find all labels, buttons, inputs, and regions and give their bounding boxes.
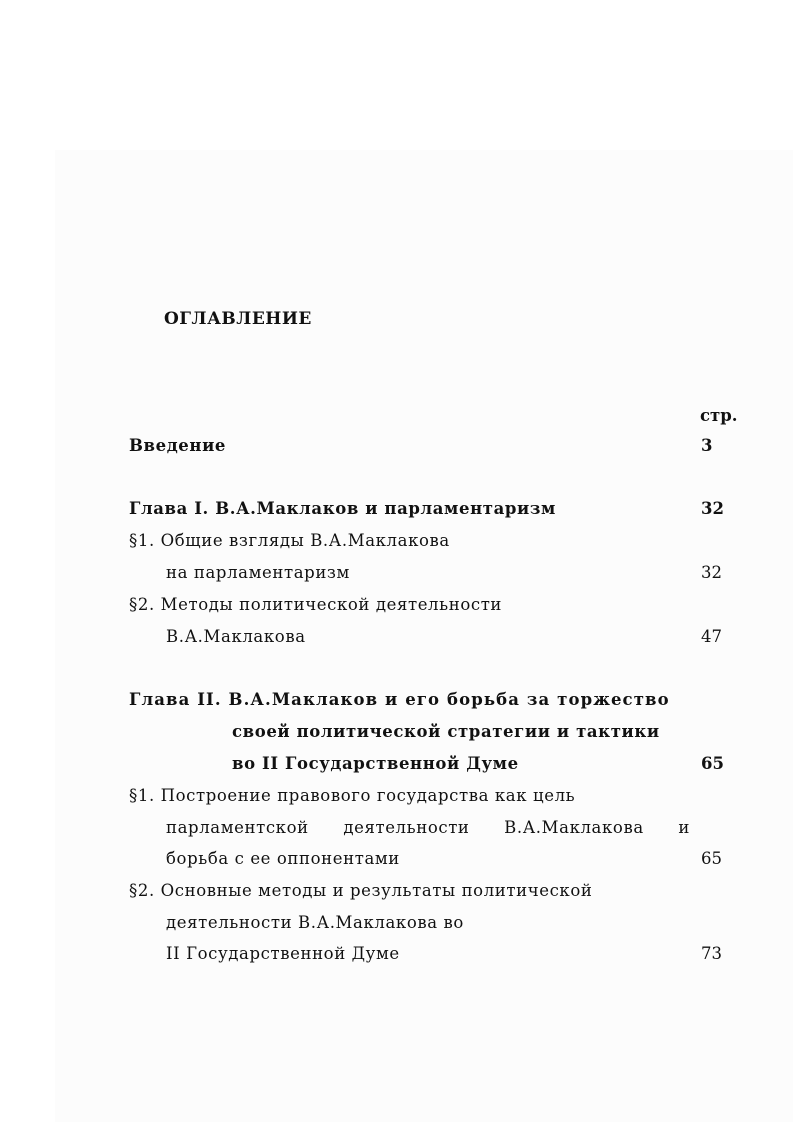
word: парламентской [166, 818, 309, 837]
toc-entry-ch2-s1-line3: борьба с ее оппонентами [166, 849, 400, 868]
toc-page-intro: 3 [701, 436, 713, 455]
toc-entry-ch2-s1-line2 [166, 818, 690, 837]
page-column-label: стр. [700, 406, 738, 425]
toc-page-chapter1: 32 [701, 499, 724, 518]
toc-entry-intro: Введение [129, 436, 227, 455]
toc-entry-chapter2-line1: Глава II. В.А.Маклаков и его борьба за торжество [129, 690, 670, 709]
toc-page-ch2-s2: 73 [701, 944, 722, 963]
toc-entry-ch1-s2-line2: В.А.Маклакова [166, 627, 306, 646]
toc-entry-ch2-s2-line1: §2. Основные методы и результаты политической [129, 881, 593, 900]
toc-entry-ch2-s2-line2: деятельности В.А.Маклакова во [166, 913, 464, 932]
toc-heading: ОГЛАВЛЕНИЕ [164, 309, 312, 329]
toc-entry-chapter1: Глава I. В.А.Маклаков и парламентаризм [129, 499, 556, 518]
word: деятельности [343, 818, 470, 837]
toc-entry-chapter2-line3: во II Государственной Думе [232, 754, 519, 773]
toc-page-ch1-s1: 32 [701, 563, 722, 582]
toc-entry-ch2-s1-line1: §1. Построение правового государства как цель [129, 786, 576, 805]
word: В.А.Маклакова [504, 818, 644, 837]
toc-entry-ch1-s1-line1: §1. Общие взгляды В.А.Маклакова [129, 531, 450, 550]
toc-entry-ch1-s1-line2: на парламентаризм [166, 563, 350, 582]
word: и [678, 818, 690, 837]
toc-entry-ch1-s2-line1: §2. Методы политической деятельности [129, 595, 503, 614]
toc-page-chapter2: 65 [701, 754, 724, 773]
toc-page-ch1-s2: 47 [701, 627, 722, 646]
toc-entry-chapter2-line2: своей политической стратегии и тактики [232, 722, 660, 741]
toc-page-ch2-s1: 65 [701, 849, 722, 868]
toc-entry-ch2-s2-line3: II Государственной Думе [166, 944, 400, 963]
